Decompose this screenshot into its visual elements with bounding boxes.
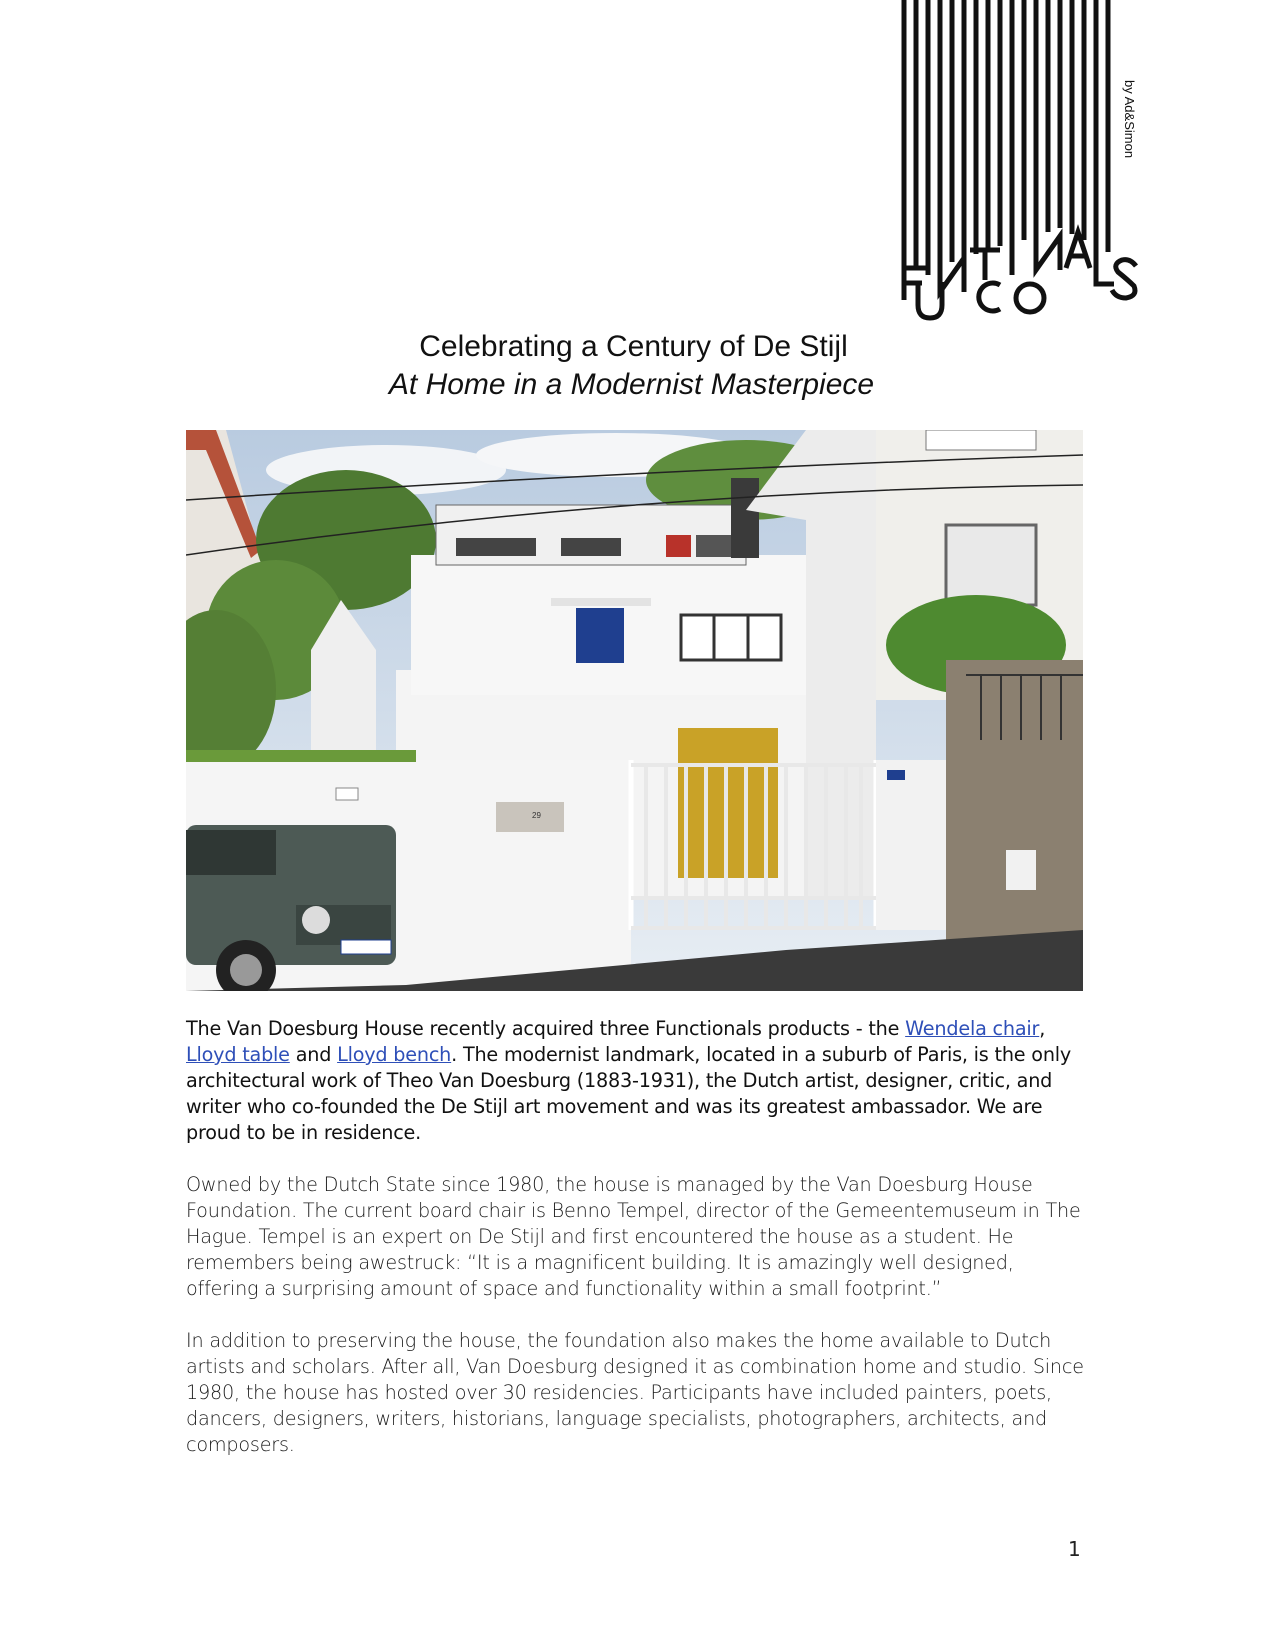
paragraph-1-text-a: The Van Doesburg House recently acquired three Functionals products - the [186,1017,906,1040]
paragraph-1-text-c: and [289,1043,338,1066]
wendela-chair-link[interactable]: Wendela chair [905,1017,1040,1040]
page-number: 1 [1068,1537,1081,1561]
page-title: Celebrating a Century of De Stijl [419,330,848,363]
house-number-sign: 29 [532,811,541,820]
functionals-logo [900,0,1140,325]
title-block [0,328,1275,404]
page-subtitle: At Home in a Modernist Masterpiece [388,368,875,401]
house-photo-icon [186,430,1083,991]
paragraph-3: In addition to preserving the house, the foundation also makes the home available to Dutch artists and scholars. After all, Van Doesburg designed it as combination home and studio. Since 1980, the house has hosted over 30 residencies. Participants have included painters, poets, dancers, designers, writers, historians, language specialists, photographers, architects, and composers. [186,1329,1084,1456]
logo-byline: by Ad&Simon [1122,80,1137,159]
lloyd-bench-link[interactable]: Lloyd bench [337,1043,452,1066]
barcode-logo-icon [900,0,1140,325]
paragraph-1-text-d: . The modernist landmark, located in a suburb of Paris, is the only architectural work of Theo Van Doesburg (1883-1931), the Dutch artist, designer, critic, and writer who co-founded the De Stijl art movement and was its greatest ambassador. We are proud to be in residence. [186,1043,1072,1144]
article-body [186,1016,1091,1484]
house-photo [186,430,1083,991]
paragraph-2: Owned by the Dutch State since 1980, the house is managed by the Van Doesburg House Foundation. The current board chair is Benno Tempel, director of the Gemeentemuseum in The Hague. Tempel is an expert on De Stijl and first encountered the house as a student. He remembers being awestruck: “It is a magnificent building. It is amazingly well designed, offering a surprising amount of space and functionality within a small footprint.” [186,1173,1081,1300]
paragraph-1 [186,1016,1091,1146]
lloyd-table-link[interactable]: Lloyd table [186,1043,290,1066]
paragraph-1-text-b: , [1039,1017,1046,1040]
